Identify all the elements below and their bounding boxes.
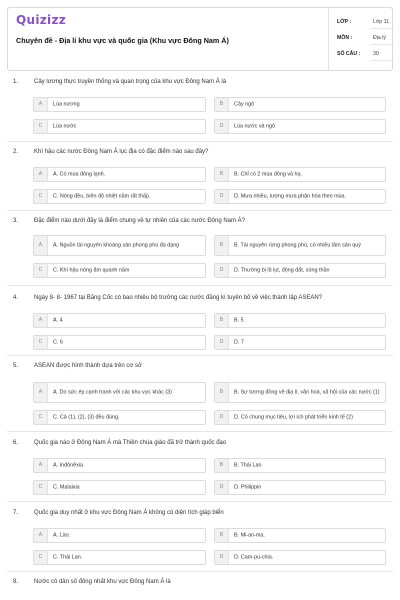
divider — [7, 431, 393, 432]
option-letter: D — [219, 193, 224, 199]
option-letter: C — [38, 414, 43, 420]
question-number: 8. — [13, 579, 19, 585]
grade-value: Lớp 11 — [373, 19, 389, 25]
subject-value: Địa lý — [373, 35, 386, 41]
option-text: D. Cam-pu-chia. — [234, 554, 274, 561]
option-c[interactable] — [33, 410, 206, 425]
option-text: A. 4 — [53, 317, 63, 324]
worksheet-title: Chuyên đề - Địa lí khu vực và quốc gia (Khu vực Đông Nam Á) — [16, 36, 229, 45]
option-c[interactable] — [33, 550, 206, 565]
option-letter: D — [219, 484, 224, 490]
quizizz-logo: Quizizz — [16, 13, 67, 27]
option-letter: B — [219, 532, 224, 538]
option-text: Lúa nước — [53, 123, 77, 130]
grade-label: LỚP : — [337, 19, 352, 25]
option-c[interactable] — [33, 189, 206, 204]
question-text: Ngày 8- 8- 1967 tại Băng Cốc có bao nhiêu bộ trưởng các nước đăng kí tuyên bố về việc thành lập ASEAN? — [34, 295, 323, 301]
question-text: ASEAN được hình thành dựa trên cơ sở — [34, 363, 142, 369]
question-count-value: 30 — [373, 51, 379, 57]
option-letter: A — [38, 389, 43, 395]
option-text: B. Thái Lan — [234, 462, 262, 469]
divider — [7, 571, 393, 572]
option-d[interactable] — [214, 550, 386, 565]
option-text: B. Sự tương đồng về địa lí, văn hoá, xã hội của các nước (1) — [234, 389, 380, 396]
option-b[interactable] — [214, 97, 386, 112]
question-text: Quốc gia nào ở Đông Nam Á mà Thiên chúa giáo đã trở thành quốc đạo — [34, 440, 227, 446]
divider — [7, 501, 393, 502]
option-b[interactable] — [214, 235, 386, 256]
option-letter: D — [219, 339, 224, 345]
option-c[interactable] — [33, 263, 206, 278]
divider — [7, 285, 393, 286]
option-text: Lúa nương — [53, 101, 80, 108]
option-text: C. 6 — [53, 339, 63, 346]
option-letter: C — [38, 267, 43, 273]
option-letter: D — [219, 414, 224, 420]
option-text: C. Thái Lan. — [53, 554, 83, 561]
option-text: B. Tài nguyên rừng phong phú, có nhiều lâm sản quý — [234, 242, 361, 249]
option-text: C. Cả (1), (2), (3) đều đúng. — [53, 414, 120, 421]
option-text: C. Nóng đều, biên độ nhiệt năm rất thấp. — [53, 193, 151, 200]
question-number: 3. — [13, 218, 19, 224]
option-letter: B — [219, 171, 224, 177]
option-b[interactable] — [214, 167, 386, 182]
option-c[interactable] — [33, 480, 206, 495]
option-text: A. Lào. — [53, 532, 71, 539]
option-letter: D — [219, 554, 224, 560]
option-d[interactable] — [214, 119, 386, 134]
question-text: Cây lương thực truyền thống và quan trọng của khu vực Đông Nam Á là — [34, 79, 227, 85]
meta-row-subject — [337, 33, 397, 43]
option-letter: A — [38, 532, 43, 538]
option-text: C. Khí hậu nóng ẩm quanh năm — [53, 267, 130, 274]
option-letter: D — [219, 123, 224, 129]
option-text: D. Thường bị lũ lụt, động đất, sóng thần — [234, 267, 330, 274]
option-text: D. 7 — [234, 339, 244, 346]
meta-panel — [328, 8, 400, 70]
question-number: 4. — [13, 295, 19, 301]
divider — [7, 210, 393, 211]
option-text: A. Inđônêxia — [53, 462, 83, 469]
option-letter: C — [38, 339, 43, 345]
option-text: A. Do sức ép cạnh tranh với các khu vực khác (3) — [53, 389, 172, 396]
subject-label: MÔN : — [337, 35, 353, 41]
option-text: D. Philippin — [234, 484, 262, 491]
option-letter: C — [38, 554, 43, 560]
option-letter: C — [38, 484, 43, 490]
option-d[interactable] — [214, 335, 386, 350]
option-text: B. Chỉ có 2 mùa đông và hạ. — [234, 171, 303, 178]
option-a[interactable] — [33, 97, 206, 112]
question-number: 7. — [13, 510, 19, 516]
option-letter: B — [219, 389, 224, 395]
option-a[interactable] — [33, 167, 206, 182]
option-letter: A — [38, 242, 43, 248]
option-a[interactable] — [33, 528, 206, 543]
option-letter: B — [219, 317, 224, 323]
option-text: D. Mưa nhiều, lượng mưa phân hóa theo mùa. — [234, 193, 347, 200]
option-text: C. Malaixia — [53, 484, 80, 491]
meta-row-question-count — [337, 49, 397, 59]
option-text: Cây ngô — [234, 101, 255, 108]
option-letter: B — [219, 101, 224, 107]
option-c[interactable] — [33, 119, 206, 134]
option-letter: D — [219, 267, 224, 273]
option-d[interactable] — [214, 189, 386, 204]
option-letter: A — [38, 462, 43, 468]
option-letter: A — [38, 171, 43, 177]
option-text: Lúa nước và ngô — [234, 123, 276, 130]
option-letter: B — [219, 462, 224, 468]
option-letter: C — [38, 193, 43, 199]
question-number: 5. — [13, 363, 19, 369]
question-number: 1. — [13, 79, 19, 85]
option-a[interactable] — [33, 458, 206, 473]
option-b[interactable] — [214, 313, 386, 328]
question-text: Khí hậu các nước Đông Nam Á lục địa có đặc điểm nào sau đây? — [34, 149, 209, 155]
option-b[interactable] — [214, 458, 386, 473]
divider — [7, 355, 393, 356]
option-text: B. Mi-an-ma. — [234, 532, 265, 539]
option-d[interactable] — [214, 263, 386, 278]
option-letter: C — [38, 123, 43, 129]
question-count-label: SỐ CÂU : — [337, 51, 361, 57]
option-a[interactable] — [33, 235, 206, 256]
option-text: A. Nguồn tài nguyên khoáng sản phong phú đa dạng — [53, 242, 180, 249]
question-text: Quốc gia duy nhất ở khu vực Đông Nam Á không có diện tích giáp biển — [34, 510, 224, 516]
worksheet-header — [7, 7, 393, 71]
option-d[interactable] — [214, 410, 386, 425]
option-letter: B — [219, 242, 224, 248]
question-text: Đặc điểm nào dưới đây là điểm chung về tự nhiên của các nước Đông Nam Á? — [34, 218, 246, 224]
option-text: D. Có chung mục tiêu, lợi ích phát triển kinh tế (2) — [234, 414, 353, 421]
option-a[interactable] — [33, 382, 206, 403]
question-text: Nước có dân số đông nhất khu vực Đông Nam Á là — [34, 579, 171, 585]
option-letter: A — [38, 101, 43, 107]
option-text: A. Có mùa đông lạnh. — [53, 171, 106, 178]
option-a[interactable] — [33, 313, 206, 328]
option-b[interactable] — [214, 382, 386, 403]
question-number: 2. — [13, 149, 19, 155]
option-letter: A — [38, 317, 43, 323]
meta-row-grade — [337, 17, 397, 27]
option-c[interactable] — [33, 335, 206, 350]
option-d[interactable] — [214, 480, 386, 495]
option-text: B. 5 — [234, 317, 244, 324]
option-b[interactable] — [214, 528, 386, 543]
divider — [7, 141, 393, 142]
question-number: 6. — [13, 440, 19, 446]
